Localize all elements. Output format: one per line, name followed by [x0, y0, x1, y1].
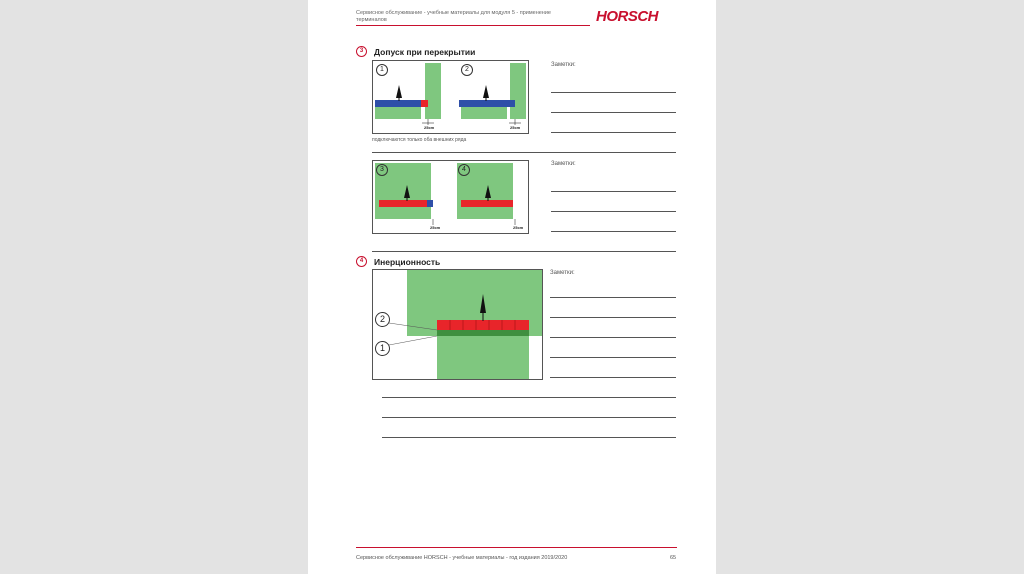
figure-a-caption: подключаются только оба внешних ряда	[372, 137, 467, 143]
notes-line	[550, 357, 676, 358]
boom-section-red-1	[421, 100, 428, 107]
inertia-label-2: 2	[375, 312, 390, 327]
section-4-number: 4	[356, 256, 367, 267]
direction-arrow-2	[483, 85, 489, 98]
notes-line	[550, 297, 676, 298]
page-number: 65	[670, 555, 677, 561]
section-4-title: Инерционность	[374, 257, 441, 267]
inertia-figure	[372, 269, 543, 380]
notes-line-full	[382, 397, 676, 398]
field-area-1	[375, 107, 421, 119]
dimension-2: 25cm	[510, 125, 521, 130]
notes-line	[551, 112, 676, 113]
dimension-4: 25cm	[513, 225, 524, 230]
figure-label-2: 2	[461, 64, 473, 76]
field-headland-2	[510, 63, 526, 119]
overlap-figure-b-svg	[373, 161, 528, 233]
notes-line	[551, 132, 676, 133]
footer-rule	[356, 547, 677, 548]
notes-line	[551, 231, 676, 232]
notes-line-full	[372, 251, 676, 252]
section-3-number: 3	[356, 46, 367, 57]
notes-line	[551, 92, 676, 93]
boom-sections-blue-1	[375, 100, 423, 107]
notes-label-a: Заметки:	[551, 62, 576, 68]
notes-label-c: Заметки:	[550, 270, 575, 276]
overlap-figure-b	[372, 160, 529, 234]
field-area-2	[461, 107, 507, 119]
header-text: Сервисное обслуживание - учебные материалы для модуля 5 - применение терминалов	[356, 10, 551, 23]
notes-line-full	[382, 437, 676, 438]
notes-line-full	[382, 417, 676, 418]
footer-text: Сервисное обслуживание HORSCH - учебные материалы - год издания 2019/2020	[356, 555, 568, 561]
header-rule	[356, 25, 590, 26]
figure-label-4: 4	[458, 164, 470, 176]
notes-line	[551, 191, 676, 192]
direction-arrow-1	[396, 85, 402, 98]
notes-line-full	[372, 152, 676, 153]
dimension-1: 25cm	[424, 125, 435, 130]
notes-line	[550, 337, 676, 338]
field-headland-1	[425, 63, 441, 119]
figure-label-3: 3	[376, 164, 388, 176]
notes-line	[550, 377, 676, 378]
horsch-logo: HORSCH	[596, 8, 659, 25]
boom-sections-blue-2	[459, 100, 515, 107]
boom-sections-red-4	[461, 200, 513, 207]
inertia-label-1: 1	[375, 341, 390, 356]
section-3-title: Допуск при перекрытии	[374, 47, 476, 57]
boom-sections-red-3	[379, 200, 429, 207]
figure-label-1: 1	[376, 64, 388, 76]
notes-line	[550, 317, 676, 318]
overlap-strip	[437, 330, 529, 336]
boom-section-blue-3	[427, 200, 433, 207]
notes-label-b: Заметки:	[551, 161, 576, 167]
document-page	[308, 0, 716, 574]
overlap-figure-a	[372, 60, 529, 134]
inertia-figure-svg	[373, 270, 542, 379]
overlap-figure-a-svg	[373, 61, 528, 133]
field-area-bottom	[437, 336, 529, 379]
dimension-3: 25cm	[430, 225, 441, 230]
notes-line	[551, 211, 676, 212]
